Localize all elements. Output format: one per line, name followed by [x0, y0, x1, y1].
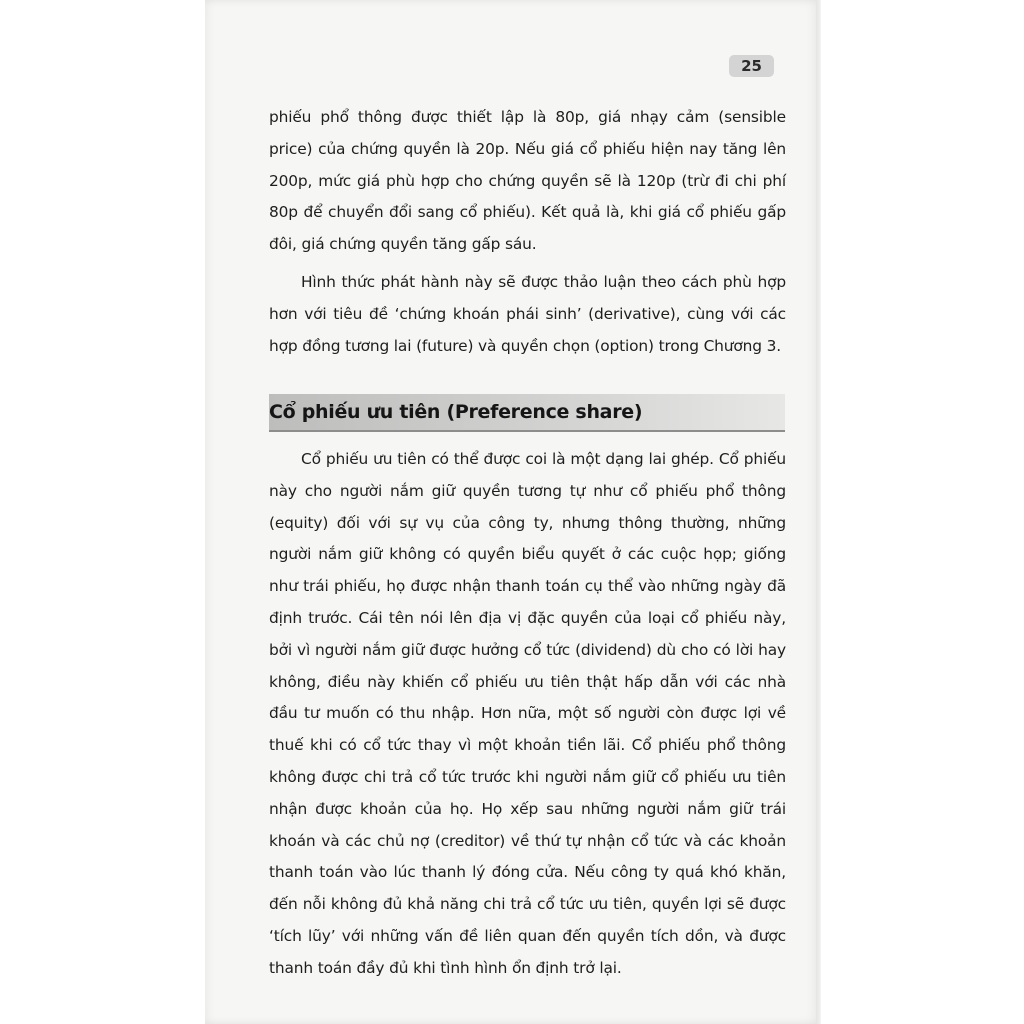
- section-heading: Cổ phiếu ưu tiên (Preference share): [269, 401, 643, 423]
- intro-paragraph-1: phiếu phổ thông được thiết lập là 80p, giá nhạy cảm (sensible price) của chứng quyền là 20p. Nếu giá cổ phiếu hiện nay tăng lên 200p, mức giá phù hợp cho chứng quyền sẽ là 120p (trừ đi chi phí 80p để chuyển đổi sang cổ phiếu). Kết quả là, khi giá cổ phiếu gấp đôi, giá chứng quyền tăng gấp sáu.: [269, 108, 786, 254]
- page-edge: [816, 0, 821, 1024]
- page-number-badge: 25: [729, 55, 774, 77]
- intro-paragraph-2: Hình thức phát hành này sẽ được thảo luận theo cách phù hợp hơn với tiêu đề ‘chứng khoán phái sinh’ (derivative), cùng với các hợp đồng tương lai (future) và quyền chọn (option) trong Chương 3.: [269, 272, 786, 355]
- section-paragraph: Cổ phiếu ưu tiên có thể được coi là một dạng lai ghép. Cổ phiếu này cho người nắm giữ quyền tương tự như cổ phiếu phổ thông (equity) đối với sự vụ của công ty, nhưng thông thường, những người nắm giữ không có quyền biểu quyết ở các cuộc họp; giống như trái phiếu, họ được nhận thanh toán cụ thể vào những ngày đã định trước. Cái tên nói lên địa vị đặc quyền của loại cổ phiếu này, bởi vì người nắm giữ được hưởng cổ tức (dividend) dù cho có lời hay không, điều này khiến cổ phiếu ưu tiên thật hấp dẫn với các nhà đầu tư muốn có thu nhập. Hơn nữa, một số người còn được lợi về thuế khi có cổ tức thay vì một khoản tiền lãi. Cổ phiếu phổ thông không được chi trả cổ tức trước khi người nắm giữ cổ phiếu ưu tiên nhận được khoản của họ. Họ xếp sau những người nắm giữ trái khoán và các chủ nợ (creditor) về thứ tự nhận cổ tức và các khoản thanh toán vào lúc thanh lý đóng cửa. Nếu công ty quá khó khăn, đến nỗi không đủ khả năng chi trả cổ tức ưu tiên, quyền lợi sẽ được ‘tích lũy’ với những vấn đề liên quan đến quyền tích dồn, và được thanh toán đầy đủ khi tình hình ổn định trở lại.: [269, 450, 786, 977]
- section-text-block: [269, 444, 786, 985]
- intro-text-block: [269, 102, 786, 362]
